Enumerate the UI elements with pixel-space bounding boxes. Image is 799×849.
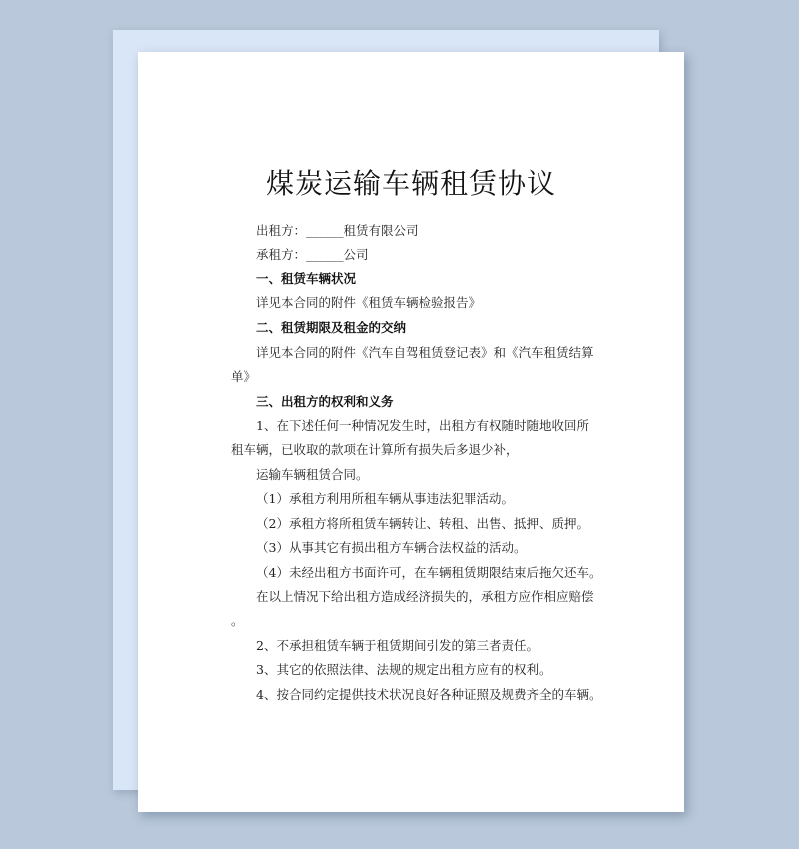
paragraph-line: 2、不承担租赁车辆于租赁期间引发的第三者责任。 [256, 638, 539, 653]
lessor-line: 出租方：______租赁有限公司 [256, 223, 419, 238]
paragraph-line: 3、其它的依照法律、法规的规定出租方应有的权利。 [256, 662, 552, 677]
paragraph-line: 详见本合同的附件《汽车自驾租赁登记表》和《汽车租赁结算 [256, 345, 594, 360]
document-page [138, 52, 684, 812]
list-item: （4）未经出租方书面许可，在车辆租赁期限结束后拖欠还车。 [256, 565, 602, 580]
paragraph-line: 4、按合同约定提供技术状况良好各种证照及规费齐全的车辆。 [256, 687, 602, 702]
paragraph-line: 详见本合同的附件《租赁车辆检验报告》 [256, 295, 482, 310]
paragraph-line: 租车辆，已收取的款项在计算所有损失后多退少补， [231, 442, 519, 457]
paragraph-line: 运输车辆租赁合同。 [256, 467, 369, 482]
paragraph-line: 在以上情况下给出租方造成经济损失的，承租方应作相应赔偿 [256, 589, 594, 604]
document-title: 煤炭运输车辆租赁协议 [265, 167, 556, 200]
list-item: （1）承租方利用所租车辆从事违法犯罪活动。 [256, 491, 514, 506]
list-item: （2）承租方将所租赁车辆转让、转租、出售、抵押、质押。 [256, 516, 589, 531]
list-item: （3）从事其它有损出租方车辆合法权益的活动。 [256, 540, 527, 555]
paragraph-line: 1、在下述任何一种情况发生时，出租方有权随时随地收回所 [256, 418, 589, 433]
paragraph-line: 。 [231, 613, 244, 628]
section-heading-2: 二、租赁期限及租金的交纳 [256, 320, 407, 335]
lessee-line: 承租方：______公司 [256, 247, 369, 262]
section-heading-1: 一、租赁车辆状况 [256, 271, 357, 286]
paragraph-line: 单》 [231, 369, 257, 384]
section-heading-3: 三、出租方的权利和义务 [256, 394, 394, 409]
